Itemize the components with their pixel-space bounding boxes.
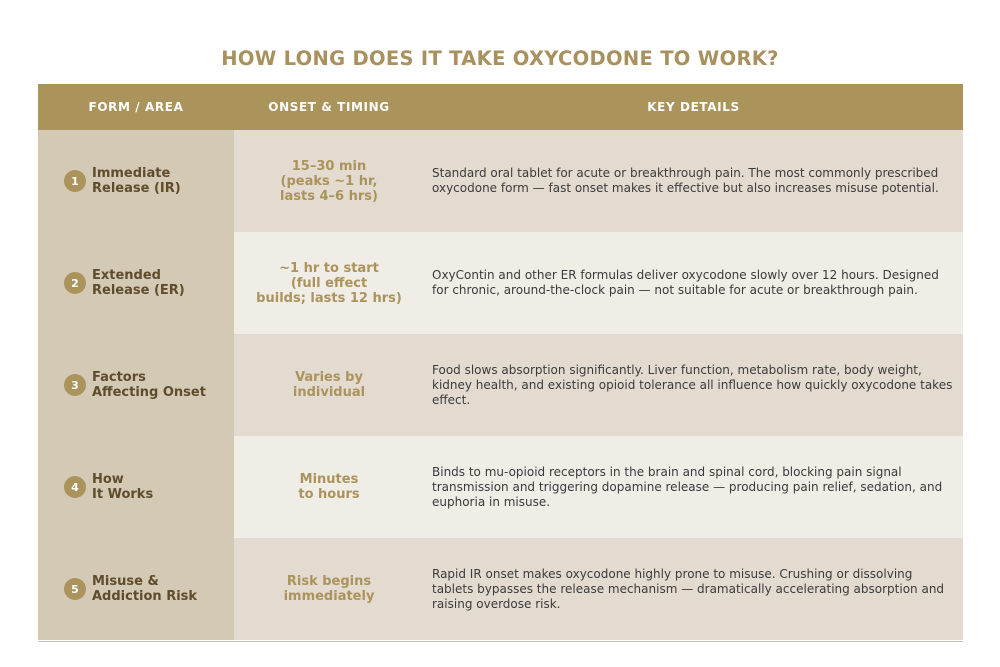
- table-row: [38, 538, 963, 640]
- table-row: [38, 130, 963, 232]
- row-number-badge: 1: [64, 170, 86, 192]
- table-header: [38, 84, 963, 130]
- details-cell: [424, 334, 963, 436]
- page-title: HOW LONG DOES IT TAKE OXYCODONE TO WORK?: [221, 47, 779, 70]
- form-name: How It Works: [92, 472, 154, 502]
- onset-cell: [234, 232, 424, 334]
- form-name: Factors Affecting Onset: [92, 370, 206, 400]
- onset-text: Risk begins immediately: [283, 574, 375, 604]
- form-name: Extended Release (ER): [92, 268, 185, 298]
- form-name: Misuse & Addiction Risk: [92, 574, 198, 604]
- details-cell: [424, 130, 963, 232]
- onset-cell: [234, 334, 424, 436]
- table-row: [38, 232, 963, 334]
- table-row: [38, 436, 963, 538]
- onset-text: 15–30 min (peaks ~1 hr, lasts 4–6 hrs): [280, 158, 378, 204]
- onset-cell: [234, 538, 424, 640]
- details-text: Food slows absorption significantly. Liver function, metabolism rate, body weight, kidney health, and existing opioid tolerance all influence how quickly oxycodone takes effect.: [432, 362, 953, 407]
- onset-text: Minutes to hours: [298, 472, 360, 502]
- row-number-badge: 2: [64, 272, 86, 294]
- details-cell: [424, 232, 963, 334]
- form-cell: [38, 232, 234, 334]
- row-number-badge: 3: [64, 374, 86, 396]
- details-text: Rapid IR onset makes oxycodone highly prone to misuse. Crushing or dissolving tablets bypasses the release mechanism — dramatically accelerating absorption and raising overdose risk.: [432, 566, 945, 611]
- row-number-badge: 4: [64, 476, 86, 498]
- header-key-details: KEY DETAILS: [647, 100, 740, 114]
- onset-cell: [234, 130, 424, 232]
- form-cell: [38, 436, 234, 538]
- header-form-area: FORM / AREA: [88, 100, 184, 114]
- table-row: [38, 334, 963, 436]
- details-text: OxyContin and other ER formulas deliver oxycodone slowly over 12 hours. Designed for chronic, around-the-clock pain — not suitable for acute or breakthrough pain.: [432, 268, 939, 297]
- details-text: Standard oral tablet for acute or breakthrough pain. The most commonly prescribed oxycodone form — fast onset makes it effective but also increases misuse potential.: [432, 166, 939, 195]
- form-cell: [38, 334, 234, 436]
- form-cell: [38, 130, 234, 232]
- details-text: Binds to mu-opioid receptors in the brain and spinal cord, blocking pain signal transmission and triggering dopamine release — producing pain relief, sedation, and euphoria in misuse.: [432, 464, 943, 509]
- info-table: [38, 84, 963, 642]
- header-onset-timing: ONSET & TIMING: [268, 100, 390, 114]
- form-cell: [38, 538, 234, 640]
- details-cell: [424, 436, 963, 538]
- onset-text: ~1 hr to start (full effect builds; lasts 12 hrs): [256, 260, 402, 306]
- row-number-badge: 5: [64, 578, 86, 600]
- onset-text: Varies by individual: [292, 370, 366, 400]
- details-cell: [424, 538, 963, 640]
- form-name: Immediate Release (IR): [92, 166, 181, 196]
- onset-cell: [234, 436, 424, 538]
